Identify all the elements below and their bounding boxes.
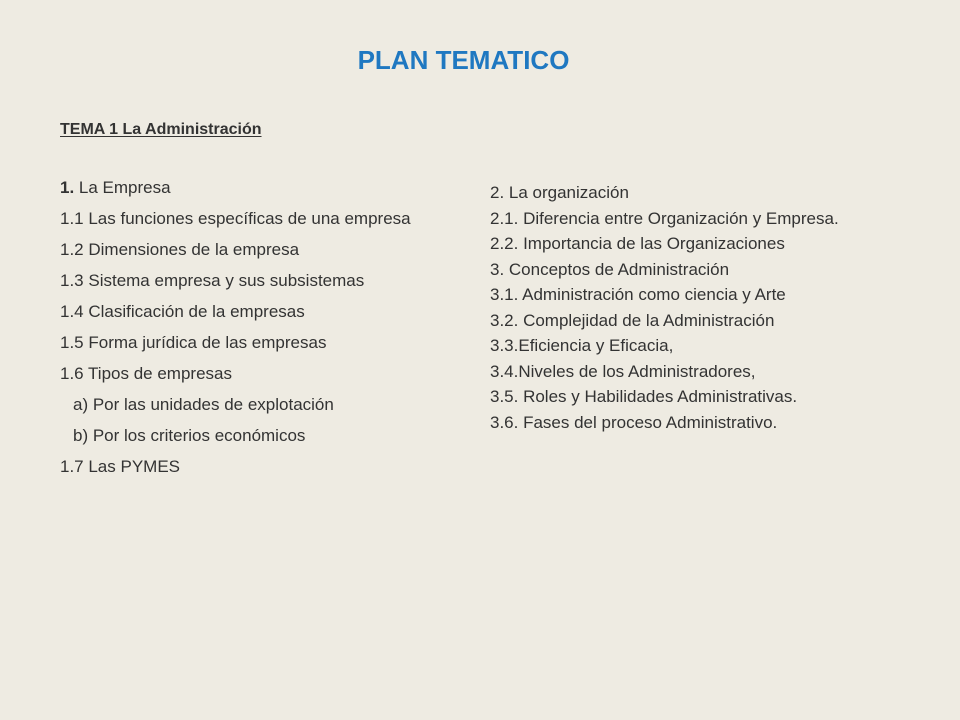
list-item: 3.4.Niveles de los Administradores, — [490, 361, 756, 381]
list-item: 3. Conceptos de Administración — [490, 259, 730, 279]
list-item: 2.2. Importancia de las Organizaciones — [490, 234, 785, 253]
list-item: 1.5 Forma jurídica de las empresas — [60, 333, 327, 352]
list-item: 1.2 Dimensiones de la empresa — [60, 240, 300, 259]
list-item: 2. La organización — [490, 183, 629, 202]
list-item: 1.7 Las PYMES — [60, 457, 181, 476]
list-item: 3.2. Complejidad de la Administración — [490, 310, 775, 330]
slide-title: PLAN TEMATICO — [357, 45, 570, 75]
list-item: 3.1. Administración como ciencia y Arte — [490, 285, 786, 304]
list-item: 2.1. Diferencia entre Organización y Empresa. — [490, 208, 839, 228]
list-item: 3.6. Fases del proceso Administrativo. — [490, 412, 778, 432]
left-topic-list — [60, 172, 470, 482]
list-item-text: La Empresa — [78, 178, 171, 197]
list-item: 1.6 Tipos de empresas — [60, 364, 232, 383]
sub-list-item: a) Por las unidades de explotación — [73, 395, 334, 414]
list-item: 1.3 Sistema empresa y sus subsistemas — [60, 271, 365, 290]
right-topic-list — [490, 180, 930, 435]
topic-heading: TEMA 1 La Administración — [60, 121, 262, 138]
list-item-number: 1. — [60, 178, 75, 197]
list-item: 1.4 Clasificación de la empresas — [60, 302, 305, 321]
sub-list-item: b) Por los criterios económicos — [73, 426, 306, 445]
list-item: 3.5. Roles y Habilidades Administrativas. — [490, 387, 798, 406]
list-item — [60, 172, 470, 203]
list-item: 1.1 Las funciones específicas de una empresa — [60, 209, 411, 228]
list-item: 3.3.Eficiencia y Eficacia, — [490, 336, 674, 355]
